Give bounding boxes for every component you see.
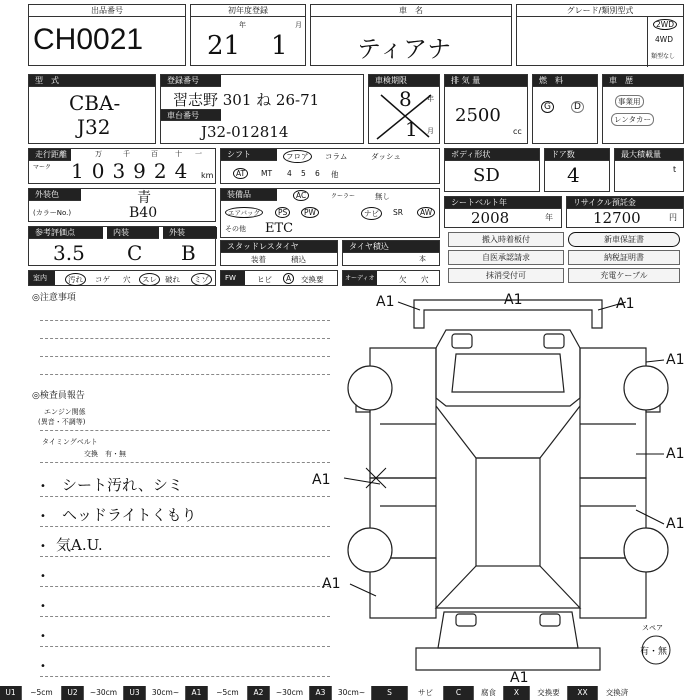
timing-value: 交換 有・無 <box>84 450 126 458</box>
reg-no-label: 登録番号 <box>161 75 221 87</box>
bullet: • <box>40 631 46 642</box>
inspection-year: 8 <box>399 87 412 111</box>
equipment-other-value: ETC <box>265 221 294 236</box>
car-name-label: 車 名 <box>311 5 511 17</box>
legend-value: 交換済 <box>598 686 636 700</box>
equip-cooler-option[interactable]: クーラー <box>331 193 356 200</box>
legend-value: 30cm~ <box>332 686 372 700</box>
fuel-box <box>532 74 598 144</box>
bullet: • <box>40 541 46 552</box>
grade-score: 3.5 <box>53 241 85 265</box>
car-name-box <box>310 4 512 66</box>
fuel-d-option[interactable]: D <box>571 101 584 113</box>
audio-hole-option[interactable]: 穴 <box>421 275 429 284</box>
equip-airbag-option[interactable]: エアバッグ <box>225 207 263 218</box>
equipment-box <box>220 188 440 238</box>
reg-no: 習志野 301 ね 26-71 <box>173 91 320 109</box>
color-value: 青 <box>137 190 151 206</box>
mileage-sub-label: マーク <box>33 164 52 171</box>
tire-box <box>342 240 440 266</box>
color-code-label: (カラーNo.) <box>33 209 72 217</box>
trans-other-option[interactable]: 他 <box>331 170 339 179</box>
cond-scuff-option[interactable]: スレ <box>139 273 160 286</box>
equipment-other-label: その他 <box>225 225 246 233</box>
engine-label: エンジン関係 <box>44 408 86 416</box>
displacement-box <box>444 74 528 144</box>
interior-condition-box <box>28 270 216 286</box>
capacity-label: 最大積載量 <box>615 149 683 161</box>
digit-header: 十 <box>175 150 182 158</box>
remark-1: シート汚れ、シミ <box>62 476 183 494</box>
bullet: • <box>40 601 46 612</box>
model-code: CBA- <box>69 91 121 115</box>
interior-grade: C <box>127 241 143 265</box>
digit-header: 一 <box>195 150 202 158</box>
inspection-box <box>368 74 440 144</box>
legend-key: A3 <box>310 686 332 700</box>
recycle-box <box>566 196 684 228</box>
first-registration-month: 1 <box>271 31 288 61</box>
inspection-month-unit: 月 <box>427 127 434 135</box>
equip-none-option[interactable]: 無し <box>375 192 390 201</box>
fw-a-option[interactable]: A <box>283 273 294 284</box>
caution-label: ◎注意事項 <box>32 293 76 303</box>
chassis-label: 車台番号 <box>161 109 221 121</box>
inspection-year-unit: 年 <box>427 95 434 103</box>
damage-mark: A1 <box>666 516 685 532</box>
cond-tear-option[interactable]: 破れ <box>165 275 180 284</box>
legend-key: U3 <box>124 686 146 700</box>
recycle-label: リサイクル預託金 <box>567 197 683 209</box>
spare-value: 有・無 <box>640 647 668 657</box>
exterior-grade: B <box>181 241 196 265</box>
shift-box <box>220 148 440 184</box>
damage-mark: A1 <box>510 670 529 686</box>
fw-box <box>220 270 338 286</box>
year-unit: 年 <box>239 21 246 29</box>
damage-mark: A1 <box>504 292 523 308</box>
mileage-box <box>28 148 216 184</box>
damage-mark: A1 <box>616 296 635 312</box>
shift-label: シフト <box>221 149 277 161</box>
equip-ps-option[interactable]: PS <box>275 207 290 218</box>
seatbelt-unit: 年 <box>545 213 553 222</box>
equip-sr-option[interactable]: SR <box>393 208 403 217</box>
legend-value: ~5cm <box>208 686 248 700</box>
first-registration-label: 初年度登録 <box>191 5 305 17</box>
legend-key: S <box>372 686 408 700</box>
legend-value: ~30cm <box>270 686 310 700</box>
displacement-value: 2500 <box>455 105 501 126</box>
month-unit: 月 <box>295 21 302 29</box>
studless-mounted-option[interactable]: 装着 <box>251 255 266 264</box>
car-name: ティアナ <box>357 35 452 63</box>
equip-aw-option[interactable]: AW <box>417 207 435 218</box>
displacement-unit: cc <box>513 127 522 136</box>
bullet: • <box>40 481 46 492</box>
trans-5-option[interactable]: 5 <box>301 169 306 178</box>
audio-missing-option[interactable]: 欠 <box>399 275 407 284</box>
equip-navi-option[interactable]: ナビ <box>361 207 382 220</box>
studless-loaded-option[interactable]: 積込 <box>291 255 306 264</box>
seatbelt-box <box>444 196 562 228</box>
history-rental-option[interactable]: レンタカー <box>611 113 654 126</box>
damage-mark: A1 <box>322 576 341 592</box>
engine-sub-label: (異音・不調等) <box>38 418 86 426</box>
legend-key: XX <box>568 686 598 700</box>
damage-legend <box>0 686 700 700</box>
doc-tax-button[interactable]: 納税証明書 <box>568 250 680 265</box>
history-box <box>602 74 684 144</box>
studless-box <box>220 240 338 266</box>
studless-label: スタッドレスタイヤ <box>221 241 337 253</box>
history-label: 車 歴 <box>603 75 683 87</box>
doors-box <box>544 148 610 192</box>
audio-box <box>342 270 440 286</box>
spare-label: スペア <box>642 624 663 632</box>
equip-pw-option[interactable]: PW <box>301 207 319 218</box>
seatbelt-label: シートベルト年 <box>445 197 561 209</box>
doors-value: 4 <box>567 163 580 187</box>
trans-at-option[interactable]: AT <box>233 168 248 179</box>
first-registration-year: 21 <box>207 31 241 61</box>
legend-key: C <box>444 686 474 700</box>
damage-mark: A1 <box>666 446 685 462</box>
recycle-value: 12700 <box>593 209 641 227</box>
color-code: B40 <box>129 205 158 221</box>
displacement-label: 排 気 量 <box>445 75 527 87</box>
legend-key: U1 <box>0 686 22 700</box>
recycle-unit: 円 <box>669 213 677 222</box>
grade-label: グレード/類別型式 <box>517 5 683 17</box>
remark-2: ヘッドライトくもり <box>62 506 197 524</box>
interior-grade-label: 内装 <box>107 227 159 239</box>
legend-value: サビ <box>408 686 444 700</box>
cond-groove-option[interactable]: ミゾ <box>191 273 212 286</box>
legend-value: 交換要 <box>530 686 568 700</box>
shift-floor-option[interactable]: フロア <box>283 150 312 163</box>
cond-hole-option[interactable]: 穴 <box>123 275 131 284</box>
lot-number: CH0021 <box>33 23 144 56</box>
doors-label: ドア数 <box>545 149 609 161</box>
mileage-unit: km <box>201 171 214 180</box>
audio-label: オーディオ <box>345 275 375 282</box>
equipment-label: 装備品 <box>221 189 277 201</box>
first-registration-box <box>190 4 306 66</box>
inspection-label: 車検期限 <box>369 75 439 87</box>
damage-mark: A1 <box>666 352 685 368</box>
model-box <box>28 74 156 144</box>
fuel-label: 燃 料 <box>533 75 597 87</box>
cross-out-mark <box>371 89 437 143</box>
digit-header: 百 <box>151 150 158 158</box>
drive-none-option[interactable]: 類型なし <box>651 53 676 60</box>
legend-key: X <box>504 686 530 700</box>
mileage-label: 走行距離 <box>29 149 71 161</box>
trans-4-option[interactable]: 4 <box>287 169 292 178</box>
seatbelt-value: 2008 <box>471 209 510 227</box>
timing-label: タイミングベルト <box>42 438 98 446</box>
legend-value: 30cm~ <box>146 686 186 700</box>
digit-header: 万 <box>95 150 102 158</box>
drive-2wd-option[interactable]: 2WD <box>653 19 677 30</box>
shift-dash-option[interactable]: ダッシュ <box>371 152 401 161</box>
interior-condition-label: 室内 <box>33 274 47 282</box>
equip-ac-option[interactable]: AC <box>293 190 309 201</box>
history-business-option[interactable]: 事業用 <box>615 95 644 108</box>
digit-header: 千 <box>123 150 130 158</box>
cond-dirt-option[interactable]: 汚れ <box>65 273 86 286</box>
trans-mt-option[interactable]: MT <box>261 169 273 178</box>
fw-replace-option[interactable]: 交換要 <box>301 275 324 284</box>
legend-value: ~5cm <box>22 686 62 700</box>
fw-crack-option[interactable]: ヒビ <box>257 275 272 284</box>
doc-deregister-button[interactable]: 抹消受付可 <box>448 268 564 283</box>
bullet: • <box>40 571 46 582</box>
mileage-value: 103924 <box>71 159 196 183</box>
color-box <box>28 188 216 222</box>
legend-key: U2 <box>62 686 84 700</box>
body-type-box <box>444 148 540 192</box>
report-label: ◎検査員報告 <box>32 391 85 401</box>
model-sub: J32 <box>77 115 111 139</box>
damage-mark: A1 <box>312 472 331 488</box>
color-label: 外装色 <box>29 189 81 201</box>
lot-number-label: 出品番号 <box>29 5 185 17</box>
fuel-g-option[interactable]: G <box>541 101 554 113</box>
legend-key: A1 <box>186 686 208 700</box>
capacity-unit: t <box>673 165 677 174</box>
model-label: 型 式 <box>29 75 155 87</box>
legend-key: A2 <box>248 686 270 700</box>
capacity-box <box>614 148 684 192</box>
legend-value: 腐食 <box>474 686 504 700</box>
remark-3: 気A.U. <box>56 536 103 554</box>
tire-unit: 本 <box>419 255 426 263</box>
doc-cable-button[interactable]: 充電ケーブル <box>568 268 680 283</box>
drive-4wd-option[interactable]: 4WD <box>655 35 673 44</box>
car-damage-diagram <box>312 288 700 686</box>
bullet: • <box>40 511 46 522</box>
inspection-month: 1 <box>405 117 418 141</box>
fw-label: FW <box>225 274 236 282</box>
shift-column-option[interactable]: コラム <box>325 152 348 161</box>
registration-box <box>160 74 364 144</box>
lot-number-box <box>28 4 186 66</box>
grade-box <box>516 4 684 66</box>
doc-carry-in-button[interactable]: 搬入時着板付 <box>448 232 564 247</box>
tire-label: タイヤ積込 <box>343 241 439 253</box>
exterior-grade-label: 外装 <box>163 227 217 239</box>
grade-score-label: 参考評価点 <box>29 227 103 239</box>
trans-6-option[interactable]: 6 <box>315 169 320 178</box>
legend-value: ~30cm <box>84 686 124 700</box>
chassis-no: J32-012814 <box>201 123 289 141</box>
cond-burn-option[interactable]: コゲ <box>95 275 110 284</box>
doc-approval-button[interactable]: 自医承認請求 <box>448 250 564 265</box>
grades-box <box>28 226 216 266</box>
damage-mark: A1 <box>376 294 395 310</box>
body-type-label: ボディ形状 <box>445 149 539 161</box>
doc-warranty-button[interactable]: 新車保証書 <box>568 232 680 247</box>
bullet: • <box>40 661 46 672</box>
body-type: SD <box>473 165 500 186</box>
